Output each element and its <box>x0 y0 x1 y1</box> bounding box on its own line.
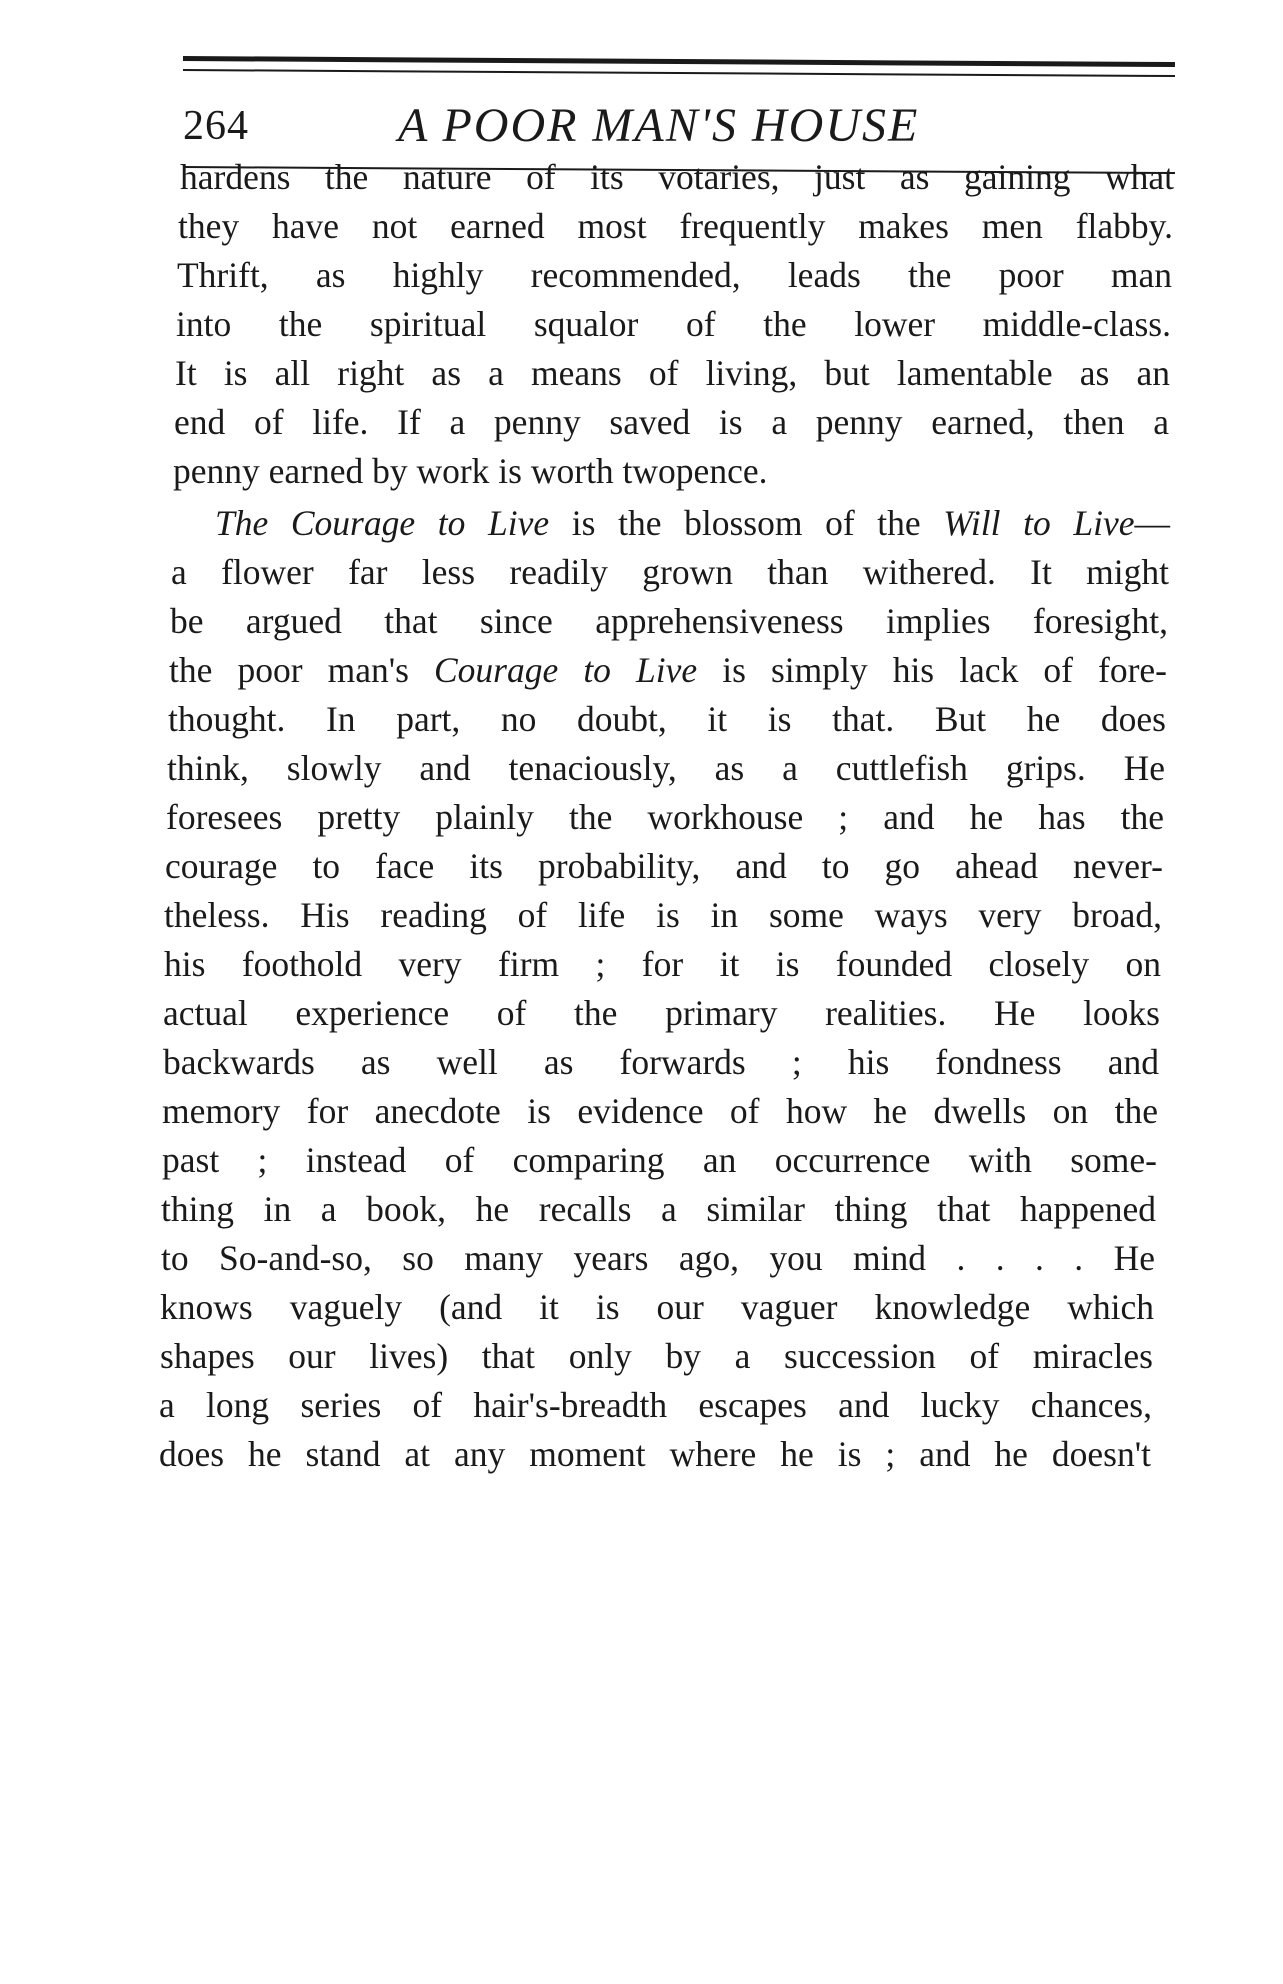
text-line: theless. His reading of life is in some ways very broad, <box>164 895 1162 935</box>
text-line: end of life. If a penny saved is a penny earned, then a <box>174 402 1169 442</box>
text-line: thought. In part, no doubt, it is that. But he does <box>168 699 1166 739</box>
text-line: courage to face its probability, and to go ahead never- <box>165 846 1163 886</box>
header-rule-thick <box>183 56 1175 67</box>
text-line: It is all right as a means of living, but lamentable as an <box>175 353 1170 393</box>
text-line: Thrift, as highly recommended, leads the poor man <box>177 255 1172 295</box>
text-line: past ; instead of comparing an occurrence with some- <box>162 1140 1157 1180</box>
text-line: foresees pretty plainly the workhouse ; and he has the <box>166 797 1164 837</box>
text-line: think, slowly and tenaciously, as a cuttlefish grips. He <box>167 748 1165 788</box>
text-line: the poor man's Courage to Live is simply his lack of fore- <box>169 650 1168 690</box>
running-head <box>183 98 1175 158</box>
text-line: to So-and-so, so many years ago, you mind . . . . He <box>161 1238 1155 1278</box>
text-line: The Courage to Live is the blossom of the Will to Live— <box>215 503 1170 543</box>
page-number: 264 <box>183 103 249 149</box>
text-line: shapes our lives) that only by a succession of miracles <box>160 1336 1153 1376</box>
text-line: they have not earned most frequently makes men flabby. <box>178 206 1173 246</box>
running-title: A POOR MAN'S HOUSE <box>398 99 920 152</box>
text-line: memory for anecdote is evidence of how he dwells on the <box>162 1091 1158 1131</box>
text-line: a flower far less readily grown than withered. It might <box>171 552 1169 592</box>
text-line: knows vaguely (and it is our vaguer knowledge which <box>160 1287 1154 1327</box>
text-line: backwards as well as forwards ; his fondness and <box>163 1042 1159 1082</box>
text-line: thing in a book, he recalls a similar thing that happened <box>161 1189 1156 1229</box>
text-line: into the spiritual squalor of the lower middle-class. <box>176 304 1171 344</box>
text-line: hardens the nature of its votaries, just as gaining what <box>180 157 1174 197</box>
text-line: actual experience of the primary realities. He looks <box>163 993 1160 1033</box>
header-rule-thin <box>183 69 1175 77</box>
text-line: a long series of hair's-breadth escapes and lucky chances, <box>159 1385 1152 1425</box>
text-line: be argued that since apprehensiveness implies foresight, <box>170 601 1168 641</box>
text-line: his foothold very firm ; for it is founded closely on <box>164 944 1161 984</box>
text-line: does he stand at any moment where he is ; and he doesn't <box>159 1434 1151 1474</box>
text-line-last: penny earned by work is worth twopence. <box>173 451 768 491</box>
